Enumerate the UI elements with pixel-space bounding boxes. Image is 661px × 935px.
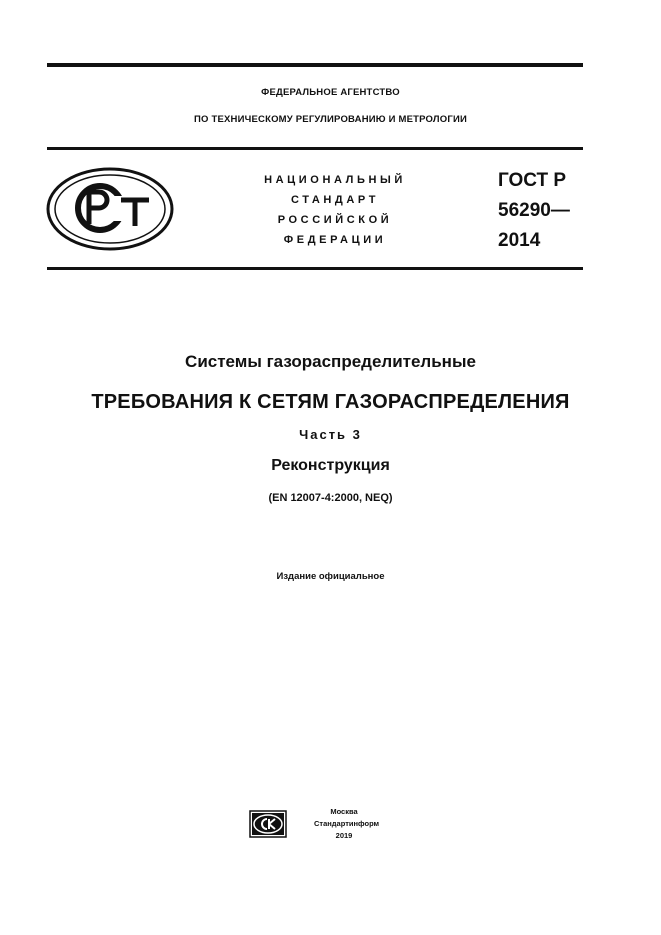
standartinform-logo-icon bbox=[249, 810, 287, 843]
publisher-block bbox=[314, 806, 380, 842]
designation-line-1: ГОСТ Р bbox=[498, 170, 567, 191]
rst-certification-mark-icon bbox=[45, 166, 175, 257]
standard-type-line-4: ФЕДЕРАЦИИ bbox=[283, 234, 387, 246]
agency-line-1: ФЕДЕРАЛЬНОЕ АГЕНТСТВО bbox=[261, 87, 400, 98]
publisher-year: 2019 bbox=[335, 831, 353, 840]
standard-type-line-1: НАЦИОНАЛЬНЫЙ bbox=[264, 174, 406, 186]
title-line-2: ТРЕБОВАНИЯ К СЕТЯМ ГАЗОРАСПРЕДЕЛЕНИЯ bbox=[91, 391, 570, 413]
title-line-1: Системы газораспределительные bbox=[185, 352, 476, 371]
designation-line-2: 56290— bbox=[498, 200, 570, 221]
publisher-name: Стандартинформ bbox=[314, 819, 380, 828]
title-subtitle: Реконструкция bbox=[271, 457, 390, 474]
publisher-city: Москва bbox=[330, 807, 358, 816]
title-reference: (EN 12007-4:2000, NEQ) bbox=[268, 492, 393, 504]
standard-type-line-2: СТАНДАРТ bbox=[290, 194, 380, 206]
edition-label: Издание официальное bbox=[276, 571, 385, 582]
logo-block-rule bbox=[47, 267, 583, 270]
agency-line-2: ПО ТЕХНИЧЕСКОМУ РЕГУЛИРОВАНИЮ И МЕТРОЛОГИИ bbox=[194, 114, 467, 125]
standard-type bbox=[230, 170, 440, 250]
title-part: Часть 3 bbox=[299, 427, 362, 442]
header-rule bbox=[47, 147, 583, 150]
standard-designation bbox=[498, 166, 570, 256]
top-rule bbox=[47, 63, 583, 67]
designation-line-3: 2014 bbox=[498, 230, 541, 251]
standard-type-line-3: РОССИЙСКОЙ bbox=[277, 214, 393, 226]
